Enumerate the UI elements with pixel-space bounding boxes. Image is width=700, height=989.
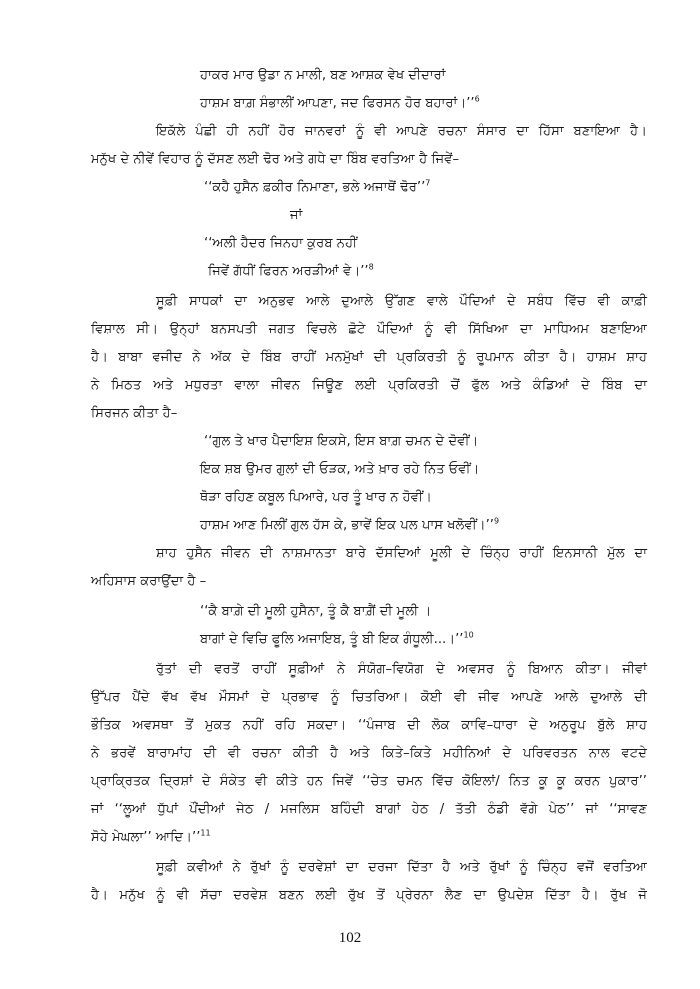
verse-line (200, 516, 499, 536)
footnote-ref: 11 (200, 828, 211, 838)
verse-line (208, 262, 374, 282)
line-text: ਨੇ ਮਿਠਤ ਅਤੇ ਮਧੁਰਤਾ ਵਾਲਾ ਜੀਵਨ ਜਿਊਣ ਲਈ ਪ੍ਰਕਿਰਤੀ ਚੋਂ ਫੁੱਲ ਅਤੇ ਕੰਡਿਆਂ ਦੇ ਬਿੰਬ ਦਾ (91, 378, 647, 393)
line-text: ਨੇ ਭਰਵੇਂ ਬਾਰਾਮਾਂਹ ਦੀ ਵੀ ਰਚਨਾ ਕੀਤੀ ਹੈ ਅਤੇ ਕਿਤੇ–ਕਿਤੇ ਮਹੀਨਿਆਂ ਦੇ ਪਰਿਵਰਤਨ ਨਾਲ ਵਟਦੇ (91, 746, 647, 761)
verse-line (204, 234, 357, 254)
line-text: ਹੈ। ਬਾਬਾ ਵਜੀਦ ਨੇ ਅੱਕ ਦੇ ਬਿੰਬ ਰਾਹੀਂ ਮਨਮੁੱਖਾਂ ਦੀ ਪ੍ਰਕਿਰਤੀ ਨੂੰ ਰੂਪਮਾਨ ਕੀਤਾ ਹੈ। ਹਾਸ਼ਮ ਸ਼ਾਹ (91, 350, 647, 365)
verse-line (200, 66, 446, 86)
footnote-ref: 10 (463, 630, 474, 640)
line-text: ਅਹਿਸਾਸ ਕਰਾਉਂਦਾ ਹੈ – (91, 574, 207, 589)
line-text: ਹੈ। ਮਨੁੱਖ ਨੂੰ ਵੀ ਸੱਚਾ ਦਰਵੇਸ਼ ਬਣਨ ਲਈ ਰੁੱਖ ਤੋਂ ਪ੍ਰੇਰਨਾ ਲੈਣ ਦਾ ਉਪਦੇਸ਼ ਦਿੱਤਾ ਹੈ। ਰੁੱਖ ਜੋ (91, 888, 647, 903)
verse-line (204, 178, 430, 198)
verse-line (200, 460, 479, 480)
line-text: ਸ਼ਾਹ ਹੁਸੈਨ ਜੀਵਨ ਦੀ ਨਾਸ਼ਮਾਨਤਾ ਬਾਰੇ ਦੱਸਦਿਆਂ ਮੂਲੀ ਦੇ ਚਿੰਨ੍ਹ ਰਾਹੀਂ ਇਨਸਾਨੀ ਮੁੱਲ ਦਾ (156, 546, 647, 561)
paragraph-line (91, 886, 647, 906)
line-text: ਰੁੱਤਾਂ ਦੀ ਵਰਤੋਂ ਰਾਹੀਂ ਸੂਫ਼ੀਆਂ ਨੇ ਸੰਯੋਗ–ਵਿਯੋਗ ਦੇ ਅਵਸਰ ਨੂੰ ਬਿਆਨ ਕੀਤਾ। ਜੀਵਾਂ (156, 662, 647, 677)
line-text: ਸੂਫ਼ੀ ਸਾਧਕਾਂ ਦਾ ਅਨੁਭਵ ਆਲੇ ਦੁਆਲੇ ਉੱਗਣ ਵਾਲੇ ਪੌਦਿਆਂ ਦੇ ਸਬੰਧ ਵਿੱਚ ਵੀ ਕਾਫ਼ੀ (156, 294, 647, 309)
line-text: ਹਾਸ਼ਮ ਬਾਗ਼ ਸੰਭਾਲੀਂ ਆਪਣਾ, ਜਦ ਫਿਰਸਨ ਹੋਰ ਬਹਾਰਾਂ।’’ (200, 96, 475, 111)
line-text: ਹਾਕਰ ਮਾਰ ਉਡਾ ਨ ਮਾਲੀ, ਬਣ ਆਸ਼ਕ ਵੇਖ ਦੀਦਾਰਾਂ (200, 68, 446, 83)
paragraph-line (91, 376, 647, 396)
verse-line (200, 630, 474, 650)
paragraph-line (91, 404, 177, 424)
paragraph-line (91, 772, 647, 792)
verse-line (200, 488, 432, 508)
line-text: ਪ੍ਰਾਕ੍ਰਿਤਕ ਦ੍ਰਿਸ਼ਾਂ ਦੇ ਸੰਕੇਤ ਵੀ ਕੀਤੇ ਹਨ ਜਿਵੇਂ ‘‘ਚੇਤ ਚਮਨ ਵਿੱਚ ਕੋਇਲਾਂ/ ਨਿਤ ਕੂ ਕੂ ਕਰਨ ਪੁਕਾਰ’’ (91, 774, 647, 789)
footnote-ref: 8 (368, 262, 374, 272)
line-text: ਜਿਵੇਂ ਗੱਧੀਂ ਫਿਰਨ ਅਰੜੀਆਂ ਵੇ।’’ (208, 264, 369, 279)
line-text: ਉੱਪਰ ਪੈਂਦੇ ਵੱਖ ਵੱਖ ਮੌਸਮਾਂ ਦੇ ਪ੍ਰਭਾਵ ਨੂੰ ਚਿਤਰਿਆ। ਕੋਈ ਵੀ ਜੀਵ ਆਪਣੇ ਆਲੇ ਦੁਆਲੇ ਦੀ (91, 690, 647, 705)
paragraph-line (91, 800, 647, 820)
page-number: 102 (338, 930, 362, 946)
line-text: ਭੌਤਿਕ ਅਵਸਥਾ ਤੋਂ ਮੁਕਤ ਨਹੀਂ ਰਹਿ ਸਕਦਾ। ‘‘ਪੰਜਾਬ ਦੀ ਲੋਕ ਕਾਵਿ–ਧਾਰਾ ਦੇ ਅਨੁਰੂਪ ਬੁੱਲੇ ਸ਼ਾਹ (91, 718, 647, 733)
line-text: ਇਕੱਲੇ ਪੰਛੀ ਹੀ ਨਹੀਂ ਹੋਰ ਜਾਨਵਰਾਂ ਨੂੰ ਵੀ ਆਪਣੇ ਰਚਨਾ ਸੰਸਾਰ ਦਾ ਹਿੱਸਾ ਬਣਾਇਆ ਹੈ। (156, 124, 647, 139)
paragraph-line (156, 122, 647, 142)
verse-line (204, 432, 478, 452)
line-text: ‘‘ਅਲੀ ਹੈਦਰ ਜਿਨਹਾ ਕੁਰਬ ਨਹੀਂ (204, 236, 358, 251)
line-text: ਜਾਂ (290, 208, 303, 223)
line-text: ਸੋਹੇ ਮੇਘਲਾ’’ ਆਦਿ।’’ (91, 830, 201, 845)
paragraph-line (91, 744, 647, 764)
paragraph-line (91, 688, 647, 708)
paragraph-line (156, 544, 647, 564)
paragraph-line (91, 320, 647, 340)
paragraph-line (91, 572, 206, 592)
footnote-ref: 9 (493, 516, 500, 526)
verse-line (200, 94, 480, 114)
footnote-ref: 7 (425, 178, 431, 188)
line-text: ‘‘ਗੁਲ ਤੇ ਖਾਰ ਪੈਦਾਇਸ਼ ਇਕਸੇ, ਇਸ ਬਾਗ਼ ਚਮਨ ਦੇ ਦੋਵੀਂ। (204, 434, 479, 449)
line-text: ਹਾਸ਼ਮ ਆਣ ਮਿਲੀਂ ਗੁਲ ਹੱਸ ਕੇ, ਭਾਵੇਂ ਇਕ ਪਲ ਪਾਸ ਖਲੋਵੀਂ।’’ (200, 518, 494, 533)
paragraph-line (156, 858, 647, 878)
line-text: ‘‘ਕਹੈ ਹੁਸੈਨ ਫ਼ਕੀਰ ਨਿਮਾਣਾ, ਭਲੇ ਅਜਾਥੋਂ ਢੋਰ’’ (204, 180, 426, 195)
paragraph-line (91, 828, 211, 848)
verse-line (200, 602, 431, 622)
line-text: ਵਿਸ਼ਾਲ ਸੀ। ਉਨ੍ਹਾਂ ਬਨਸਪਤੀ ਜਗਤ ਵਿਚਲੇ ਛੋਟੇ ਪੌਦਿਆਂ ਨੂੰ ਵੀ ਸਿੱਖਿਆ ਦਾ ਮਾਧਿਅਮ ਬਣਾਇਆ (91, 322, 647, 337)
line-text: ਜਾਂ ‘‘ਲੂਆਂ ਧੁੱਪਾਂ ਪੌਂਦੀਆਂ ਜੇਠ / ਮਜਲਿਸ ਬਹਿੰਦੀ ਬਾਗਾਂ ਹੇਠ / ਤੱਤੀ ਠੰਡੀ ਵੱਗੇ ਪੇਠ’’ ਜਾਂ ‘‘ਸਾਵਣ (91, 802, 647, 817)
line-text: ਥੋੜਾ ਰਹਿਣ ਕਬੂਲ ਪਿਆਰੇ, ਪਰ ਤੂੰ ਖਾਰ ਨ ਹੋਵੀਂ। (200, 490, 432, 505)
paragraph-line (91, 716, 647, 736)
paragraph-line (156, 292, 647, 312)
line-text: ਬਾਗਾਂ ਦੇ ਵਿਚਿ ਫੂਲਿ ਅਜਾਇਬ, ਤੂੰ ਬੀ ਇਕ ਗੰਧੂਲੀ...।’’ (200, 632, 464, 647)
line-text: ਮਨੁੱਖ ਦੇ ਨੀਵੇਂ ਵਿਹਾਰ ਨੂੰ ਦੱਸਣ ਲਈ ਢੋਰ ਅਤੇ ਗਧੇ ਦਾ ਬਿੰਬ ਵਰਤਿਆ ਹੈ ਜਿਵੇਂ– (91, 152, 460, 167)
line-text: ਇਕ ਸ਼ਬ ਉਮਰ ਗੁਲਾਂ ਦੀ ਓੜਕ, ਅਤੇ ਖ਼ਾਰ ਰਹੇ ਨਿਤ ਓਵੀਂ। (200, 462, 480, 477)
footnote-ref: 6 (474, 94, 480, 104)
paragraph-line (91, 150, 459, 170)
line-text: ਸਿਰਜਨ ਕੀਤਾ ਹੈ– (91, 406, 178, 421)
paragraph-line (156, 660, 647, 680)
paragraph-line (91, 348, 647, 368)
line-text: ‘‘ਕੈ ਬਾਗ਼ੇ ਦੀ ਮੂਲੀ ਹੁਸੈਨਾ, ਤੂੰ ਕੈ ਬਾਗ਼ੈਂ ਦੀ ਮੂਲੀ । (200, 604, 432, 619)
line-text: ਸੂਫ਼ੀ ਕਵੀਆਂ ਨੇ ਰੁੱਖਾਂ ਨੂੰ ਦਰਵੇਸ਼ਾਂ ਦਾ ਦਰਜਾ ਦਿੱਤਾ ਹੈ ਅਤੇ ਰੁੱਖਾਂ ਨੂੰ ਚਿੰਨ੍ਹ ਵਜੋਂ ਵਰਤਿਆ (156, 860, 647, 875)
verse-connector (290, 206, 302, 226)
